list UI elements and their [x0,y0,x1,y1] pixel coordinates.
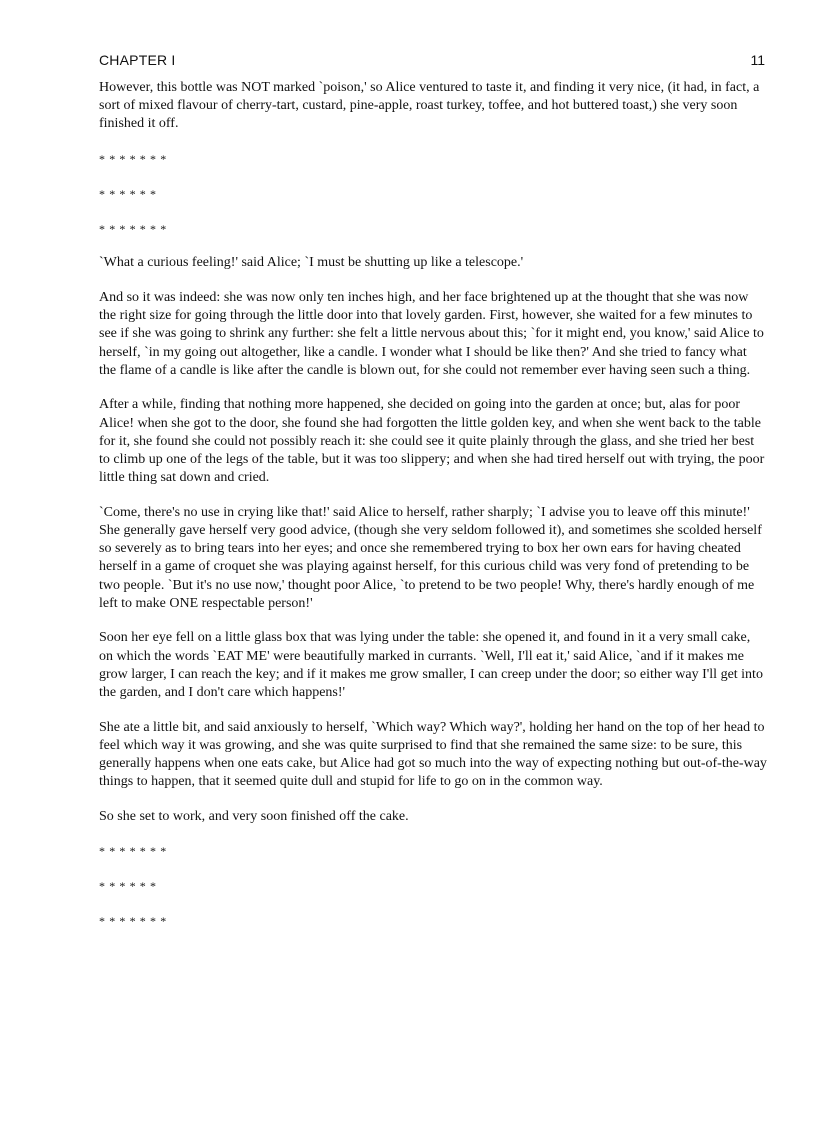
paragraph: However, this bottle was NOT marked `poison,' so Alice ventured to taste it, and finding it very nice, (it had, in fact, a sort of mixed flavour of cherry-tart, custard, pine-apple, roast turkey, toffee, and hot buttered toast,) she very soon finished it off. [99,80,760,132]
body-text [99,79,767,947]
paragraph: `What a curious feeling!' said Alice; `I must be shutting up like a telescope.' [99,255,524,271]
chapter-heading: CHAPTER I [99,52,176,68]
section-break-stars: * * * * * * * [99,152,167,166]
section-break-stars: * * * * * * * [99,221,167,236]
paragraph: After a while, finding that nothing more happened, she decided on going into the garden at once; but, alas for poor Alice! when she got to the door, she found she had forgotten the little golden key, and when she went back to the table for it, she found she could not possibly reach it: she could see it quite plainly through the glass, and she tried her best to climb up one of the legs of the table, but it was too slippery; and when she had tired herself out with trying, the poor little thing sat down and cried. [99,397,765,486]
paragraph: `Come, there's no use in crying like that!' said Alice to herself, rather sharply; `I advise you to leave off this minute!' She generally gave herself very good advice, (though she very seldom followed it), and sometimes she scolded herself so severely as to bring tears into her eyes; and once she remembered trying to box her own ears for having cheated herself in a game of croquet she was playing against herself, for this curious child was very fond of pretending to be two people. `But it's no use now,' thought poor Alice, `to pretend to be two people! Why, there's hardly enough of me left to make ONE respectable person!' [99,504,762,611]
paragraph: And so it was indeed: she was now only ten inches high, and her face brightened up at the thought that she was now the right size for going through the little door into that lovely garden. First, however, she waited for a few minutes to see if she was going to shrink any further: she felt a little nervous about this; `for it might end, you know,' said Alice to herself, `in my going out altogether, like a candle. I wonder what I should be like then?' And she tried to fancy what the flame of a candle is like after the candle is blown out, for she could not remember ever having seen such a thing. [99,289,764,378]
section-break-stars: * * * * * * * [99,914,167,928]
section-break-stars: * * * * * * [99,186,157,201]
section-break-stars: * * * * * * * [99,844,167,859]
page-number: 11 [750,52,765,68]
section-break-stars: * * * * * * [99,879,157,894]
paragraph: Soon her eye fell on a little glass box that was lying under the table: she opened it, and found in it a very small cake, on which the words `EAT ME' were beautifully marked in currants. `Well, I'll eat it,' said Alice, `and if it makes me grow larger, I can reach the key; and if it makes me grow smaller, I can creep under the door; so either way I'll get into the garden, and I don't care which happens!' [99,630,763,701]
paragraph: She ate a little bit, and said anxiously to herself, `Which way? Which way?', holding her hand on the top of her head to feel which way it was growing, and she was quite surprised to find that she remained the same size: to be sure, this generally happens when one eats cake, but Alice had got so much into the way of expecting nothing but out-of-the-way things to happen, that it seemed quite dull and stupid for life to go on in the common way. [99,719,767,790]
paragraph: So she set to work, and very soon finished off the cake. [99,808,409,824]
